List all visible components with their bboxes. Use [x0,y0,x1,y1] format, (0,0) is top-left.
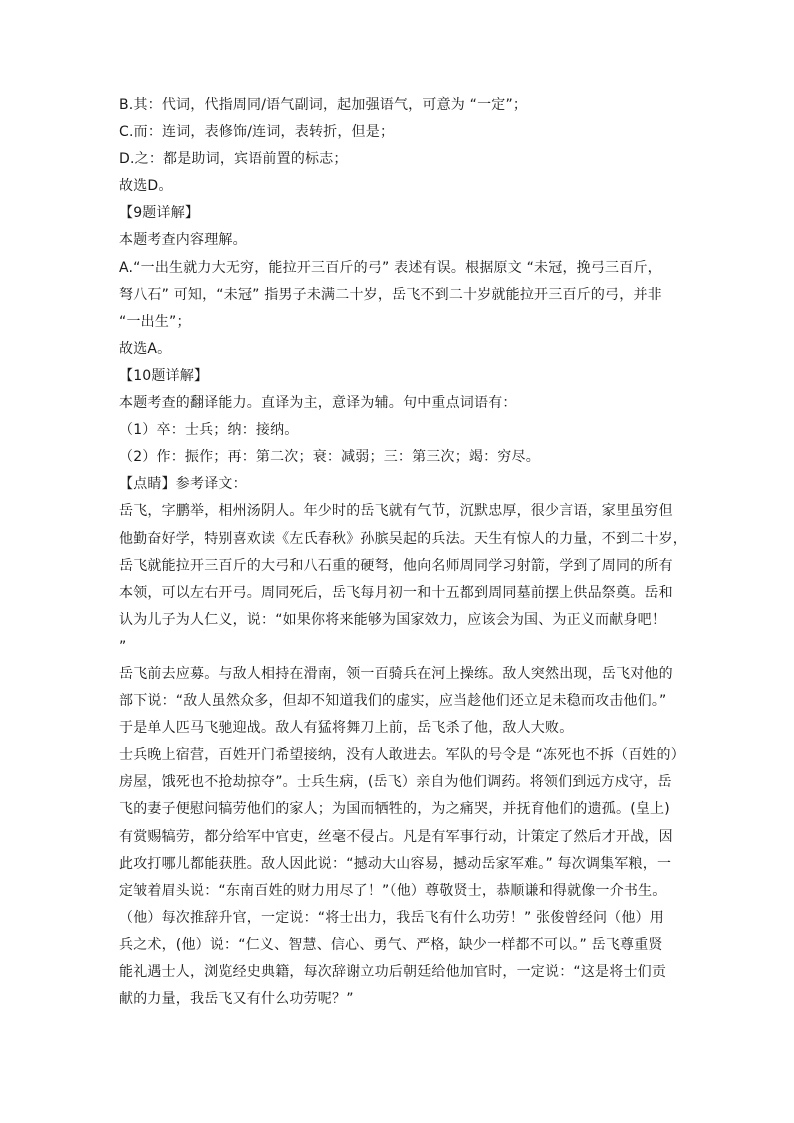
paragraph-line: 本领，可以左右开弓。周同死后，岳飞每月初一和十五都到周同墓前摆上供品祭奠。岳和 [119,584,673,601]
paragraph-line: （他）每次推辞升官，一定说：“将士出力，我岳飞有什么功劳！” 张俊曾经问（他）用 [119,909,664,926]
paragraph-line: （1）卒：士兵；纳：接纳。 [119,422,299,439]
answer-option-b: B.其：代词，代指周同/语气副词，起加强语气，可意为 “一定”； [119,97,528,113]
paragraph-line: A.“一出生就力大无穷，能拉开三百斤的弓” 表述有误。根据原文 “未冠，挽弓三百斤， [119,259,662,276]
paragraph-line: 岳飞，字鹏举，相州汤阴人。年少时的岳飞就有气节，沉默忠厚，很少言语，家里虽穷但 [119,503,673,520]
paragraph-line: 飞的妻子便慰问犒劳他们的家人；为国而牺牲的，为之痛哭，并抚育他们的遗孤。(皇上) [119,801,670,818]
paragraph-line: 此攻打哪儿都能获胜。敌人因此说：“撼动大山容易，撼动岳家军难。” 每次调集军粮，一 [119,855,672,872]
paragraph-line: 献的力量，我岳飞又有什么功劳呢？” [119,991,354,1008]
section-heading-10: 【10题详解】 [119,367,209,384]
answer-option-d: D.之：都是助词，宾语前置的标志； [119,151,348,168]
paragraph-line: 岳飞前去应募。与敌人相持在滑南，领一百骑兵在河上操练。敌人突然出现，岳飞对他的 [119,665,673,682]
paragraph-line: 有赏赐犒劳，都分给军中官吏，丝毫不侵占。凡是有军事行动，计策定了然后才开战，因 [119,828,673,845]
section-heading-9: 【9题详解】 [119,205,200,222]
answer-choice-8: 故选D。 [119,178,173,195]
paragraph-line: 部下说：“敌人虽然众多，但却不知道我们的虚实，应当趁他们还立足未稳而攻击他们。” [119,693,667,710]
paragraph-line: 岳飞就能拉开三百斤的大弓和八石重的硬弩，他向名师周同学习射箭，学到了周同的所有 [119,557,673,574]
paragraph-line: “一出生”； [119,313,191,330]
paragraph-line: （2）作：振作；再：第二次；衰：减弱；三：第三次；竭：穷尽。 [119,449,540,466]
paragraph-line: 兵之术，(他）说：“仁义、智慧、信心、勇气、严格，缺少一样都不可以。” 岳飞尊重贤 [119,936,663,953]
paragraph-line: 定皱着眉头说：“东南百姓的财力用尽了！”（他）尊敬贤士，恭顺谦和得就像一介书生。 [119,882,667,899]
answer-option-c: C.而：连词，表修饰/连词，表转折，但是； [119,124,395,141]
paragraph-line: 认为儿子为人仁义，说：“如果你将来能够为国家效力，应该会为国、为正义而献身吧！ [119,611,667,628]
paragraph-line: 弩八石” 可知，“未冠” 指男子未满二十岁，岳飞不到二十岁就能拉开三百斤的弓，并非 [119,286,662,303]
paragraph-line: 能礼遇士人，浏览经史典籍，每次辞谢立功后朝廷给他加官时，一定说：“这是将士们贡 [119,964,667,980]
paragraph-line: 于是单人匹马飞驰迎战。敌人有猛将舞刀上前，岳飞杀了他，敌人大败。 [119,720,574,737]
answer-choice-9: 故选A。 [119,340,172,357]
paragraph-line: ” [119,638,127,655]
paragraph-line: 他勤奋好学，特别喜欢读《左氏春秋》孙膑吴起的兵法。天生有惊人的力量，不到二十岁， [119,530,687,547]
paragraph-line: 房屋，饿死也不抢劫掠夺”。士兵生病，(岳飞）亲自为他们调药。将领们到远方戍守，岳 [119,774,672,791]
paragraph-line: 本题考查的翻译能力。直译为主，意译为辅。句中重点词语有： [119,395,517,412]
paragraph-line: 士兵晚上宿营，百姓开门希望接纳，没有人敢进去。军队的号令是 “冻死也不拆（百姓的） [119,747,685,764]
document-body [119,92,687,1013]
section-heading-translation: 【点睛】参考译文： [119,476,247,493]
paragraph-line: 本题考查内容理解。 [119,232,247,249]
